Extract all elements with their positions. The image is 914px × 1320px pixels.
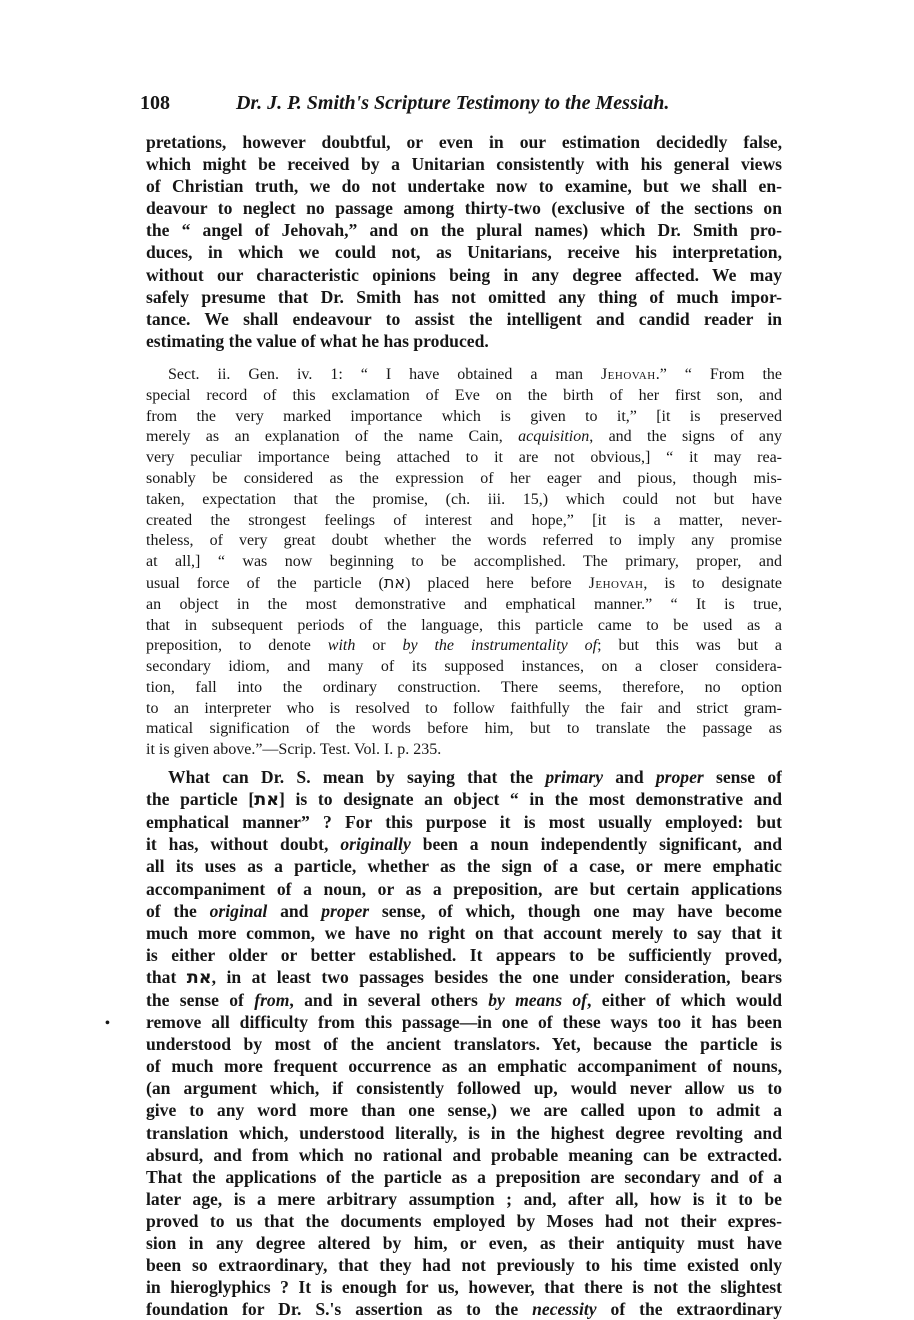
text-line: all its uses as a particle, whether as the sign of a case, or mere emphatic — [146, 856, 782, 877]
text-segment: , in at least two passages besides the one under consideration, bears — [211, 966, 782, 987]
text-segment: and — [267, 900, 322, 921]
necessity-italic: necessity — [532, 1299, 597, 1320]
text-line — [146, 766, 782, 788]
text-line: the “ angel of Jehovah,” and on the plural names) which Dr. Smith pro- — [146, 220, 782, 241]
paragraph-1 — [146, 131, 782, 352]
text-line: special record of this exclamation of Eve on the birth of her first son, and — [146, 386, 782, 404]
text-segment: ) placed here before — [405, 574, 589, 592]
text-line: later age, is a mere arbitrary assumption ; and, after all, how is it to be — [146, 1188, 782, 1209]
by-means-of-italic: by means of — [488, 990, 588, 1011]
text-line: from the very marked importance which is given to it,” [it is preserved — [146, 407, 782, 425]
body-text — [146, 131, 782, 1320]
text-line — [146, 1298, 782, 1320]
text-line: at all,] “ was now beginning to be accomplished. The primary, proper, and — [146, 553, 782, 571]
text-line: sion in any degree altered by him, or even, as their antiquity must have — [146, 1233, 782, 1254]
text-line — [146, 900, 782, 922]
text-segment: , either of which would — [587, 990, 782, 1011]
running-title: Dr. J. P. Smith's Scripture Testimony to the Messiah. — [236, 92, 670, 114]
text-segment: sense of — [703, 767, 782, 788]
text-line: secondary idiom, and many of its supposed instances, on a closer considera- — [146, 658, 782, 676]
text-segment: that — [146, 966, 187, 987]
text-segment: merely as an explanation of the name Cain, — [146, 428, 519, 446]
primary-italic: primary — [545, 767, 603, 788]
text-segment: or — [355, 637, 403, 655]
text-line: sonably be considered as the expression of her eager and pious, though mis- — [146, 469, 782, 487]
text-segment: ] is to designate an object “ in the most demonstrative and — [279, 789, 782, 810]
text-line: understood by most of the ancient translators. Yet, because the particle is — [146, 1034, 782, 1055]
text-segment: been a noun independently significant, and — [410, 834, 782, 855]
text-line: to an interpreter who is resolved to follow faithfully the fair and strict gram- — [146, 699, 782, 717]
text-line: in hieroglyphics ? It is enough for us, however, that there is not the slightest — [146, 1277, 782, 1298]
text-line: (an argument which, if consistently followed up, would never allow us to — [146, 1078, 782, 1099]
instrumentality-italic: by the instrumentality of — [402, 637, 598, 655]
proper-italic: proper — [655, 767, 704, 788]
text-segment: it has, without doubt, — [146, 834, 341, 855]
text-line: taken, expectation that the promise, (ch. iii. 15,) which could not but have — [146, 490, 782, 508]
jehovah-small-caps: Jehovah — [588, 574, 644, 592]
originally-italic: originally — [340, 834, 411, 855]
text-line: of Christian truth, we do not undertake now to examine, but we shall en- — [146, 176, 782, 197]
text-segment: and — [603, 767, 656, 788]
text-line: deavour to neglect no passage among thirty-two (exclusive of the sections on — [146, 198, 782, 219]
text-line — [146, 427, 782, 448]
text-line — [146, 966, 782, 989]
text-line: tion, fall into the ordinary construction. There seems, therefore, no option — [146, 678, 782, 696]
text-segment: the particle [ — [146, 789, 255, 810]
text-line: theless, of very great doubt whether the words referred to imply any promise — [146, 532, 782, 550]
text-line: is either older or better established. It appears to be sufficiently proved, — [146, 944, 782, 965]
text-line: estimating the value of what he has produced. — [146, 330, 489, 351]
text-line — [146, 573, 782, 595]
text-line: matical signification of the words before him, but to translate the passage as — [146, 720, 782, 738]
text-line: emphatical manner” ? For this purpose it is most usually employed: but — [146, 812, 782, 833]
text-line: that in subsequent periods of the language, this particle came to be used as a — [146, 616, 782, 634]
text-segment: .” “ From the — [655, 365, 782, 383]
proper-italic: proper — [321, 900, 370, 921]
text-line: been so extraordinary, that they had not previously to his time existed only — [146, 1255, 782, 1276]
jehovah-small-caps: Jehovah — [600, 365, 656, 383]
with-italic: with — [327, 637, 356, 655]
text-line: it is given above.”—Scrip. Test. Vol. I. p. 235. — [146, 741, 442, 759]
text-line: duces, in which we could not, as Unitarians, receive his interpretation, — [146, 242, 782, 263]
text-segment: , and the signs of any — [589, 428, 782, 446]
text-line: safely presume that Dr. Smith has not omitted any thing of much impor- — [146, 286, 782, 307]
paragraph-3 — [146, 766, 782, 1320]
text-line — [146, 833, 782, 855]
text-segment: What can Dr. S. mean by saying that the — [168, 767, 546, 788]
text-line: of much more frequent occurrence as an emphatic accompaniment of nouns, — [146, 1056, 782, 1077]
text-line: which might be received by a Unitarian consistently with his general views — [146, 154, 782, 175]
text-line: very peculiar importance being attached to it are not obvious,] “ it may rea- — [146, 449, 782, 467]
margin-bullet-mark: • — [105, 1016, 110, 1031]
text-line: absurd, and from which no rational and probable meaning can be extracted. — [146, 1144, 782, 1165]
text-line: give to any word more than one sense,) we are called upon to admit a — [146, 1100, 782, 1121]
text-segment: usual force of the particle ( — [146, 574, 384, 592]
text-line — [146, 989, 782, 1011]
text-line: much more common, we have no right on that account merely to say that it — [146, 922, 782, 943]
text-line: an object in the most demonstrative and emphatical manner.” “ It is true, — [146, 595, 782, 613]
text-segment: of the — [146, 900, 210, 921]
hebrew-particle: את — [383, 572, 406, 592]
page-header — [140, 92, 782, 118]
text-line: remove all difficulty from this passage—in one of these ways too it has been — [146, 1012, 782, 1033]
text-segment: the sense of — [146, 990, 255, 1011]
text-segment: preposition, to denote — [146, 637, 328, 655]
text-segment: ; but this was but a — [597, 637, 782, 655]
text-line: That the applications of the particle as a preposition are secondary and of a — [146, 1166, 782, 1187]
text-segment: foundation for Dr. S.'s assertion as to the — [146, 1299, 533, 1320]
text-segment: , and in several others — [289, 990, 489, 1011]
text-line: tance. We shall endeavour to assist the intelligent and candid reader in — [146, 308, 782, 329]
original-italic: original — [209, 900, 268, 921]
from-italic: from — [254, 990, 290, 1011]
text-line: translation which, understood literally, is in the highest degree revolting and — [146, 1122, 782, 1143]
page-number: 108 — [140, 92, 170, 114]
paragraph-2-quotation — [146, 365, 782, 761]
text-segment: of the extraordinary — [596, 1299, 782, 1320]
text-line: proved to us that the documents employed by Moses had not their expres- — [146, 1210, 782, 1231]
text-line: pretations, however doubtful, or even in our estimation decidedly false, — [146, 132, 782, 152]
text-line — [146, 788, 782, 811]
text-segment: , is to designate — [643, 574, 782, 592]
hebrew-particle: את — [186, 967, 212, 988]
text-segment: Sect. ii. Gen. iv. 1: “ I have obtained a man — [168, 365, 601, 383]
text-line — [146, 636, 782, 657]
text-line: accompaniment of a noun, or as a preposition, are but certain applications — [146, 878, 782, 899]
text-line — [146, 365, 782, 386]
text-line: without our characteristic opinions being in any degree affected. We may — [146, 264, 782, 285]
hebrew-particle: את — [254, 790, 280, 811]
text-segment: sense, of which, though one may have become — [369, 900, 782, 921]
text-line: created the strongest feelings of interest and hope,” [it is a matter, never- — [146, 511, 782, 529]
acquisition-italic: acquisition — [518, 428, 590, 446]
